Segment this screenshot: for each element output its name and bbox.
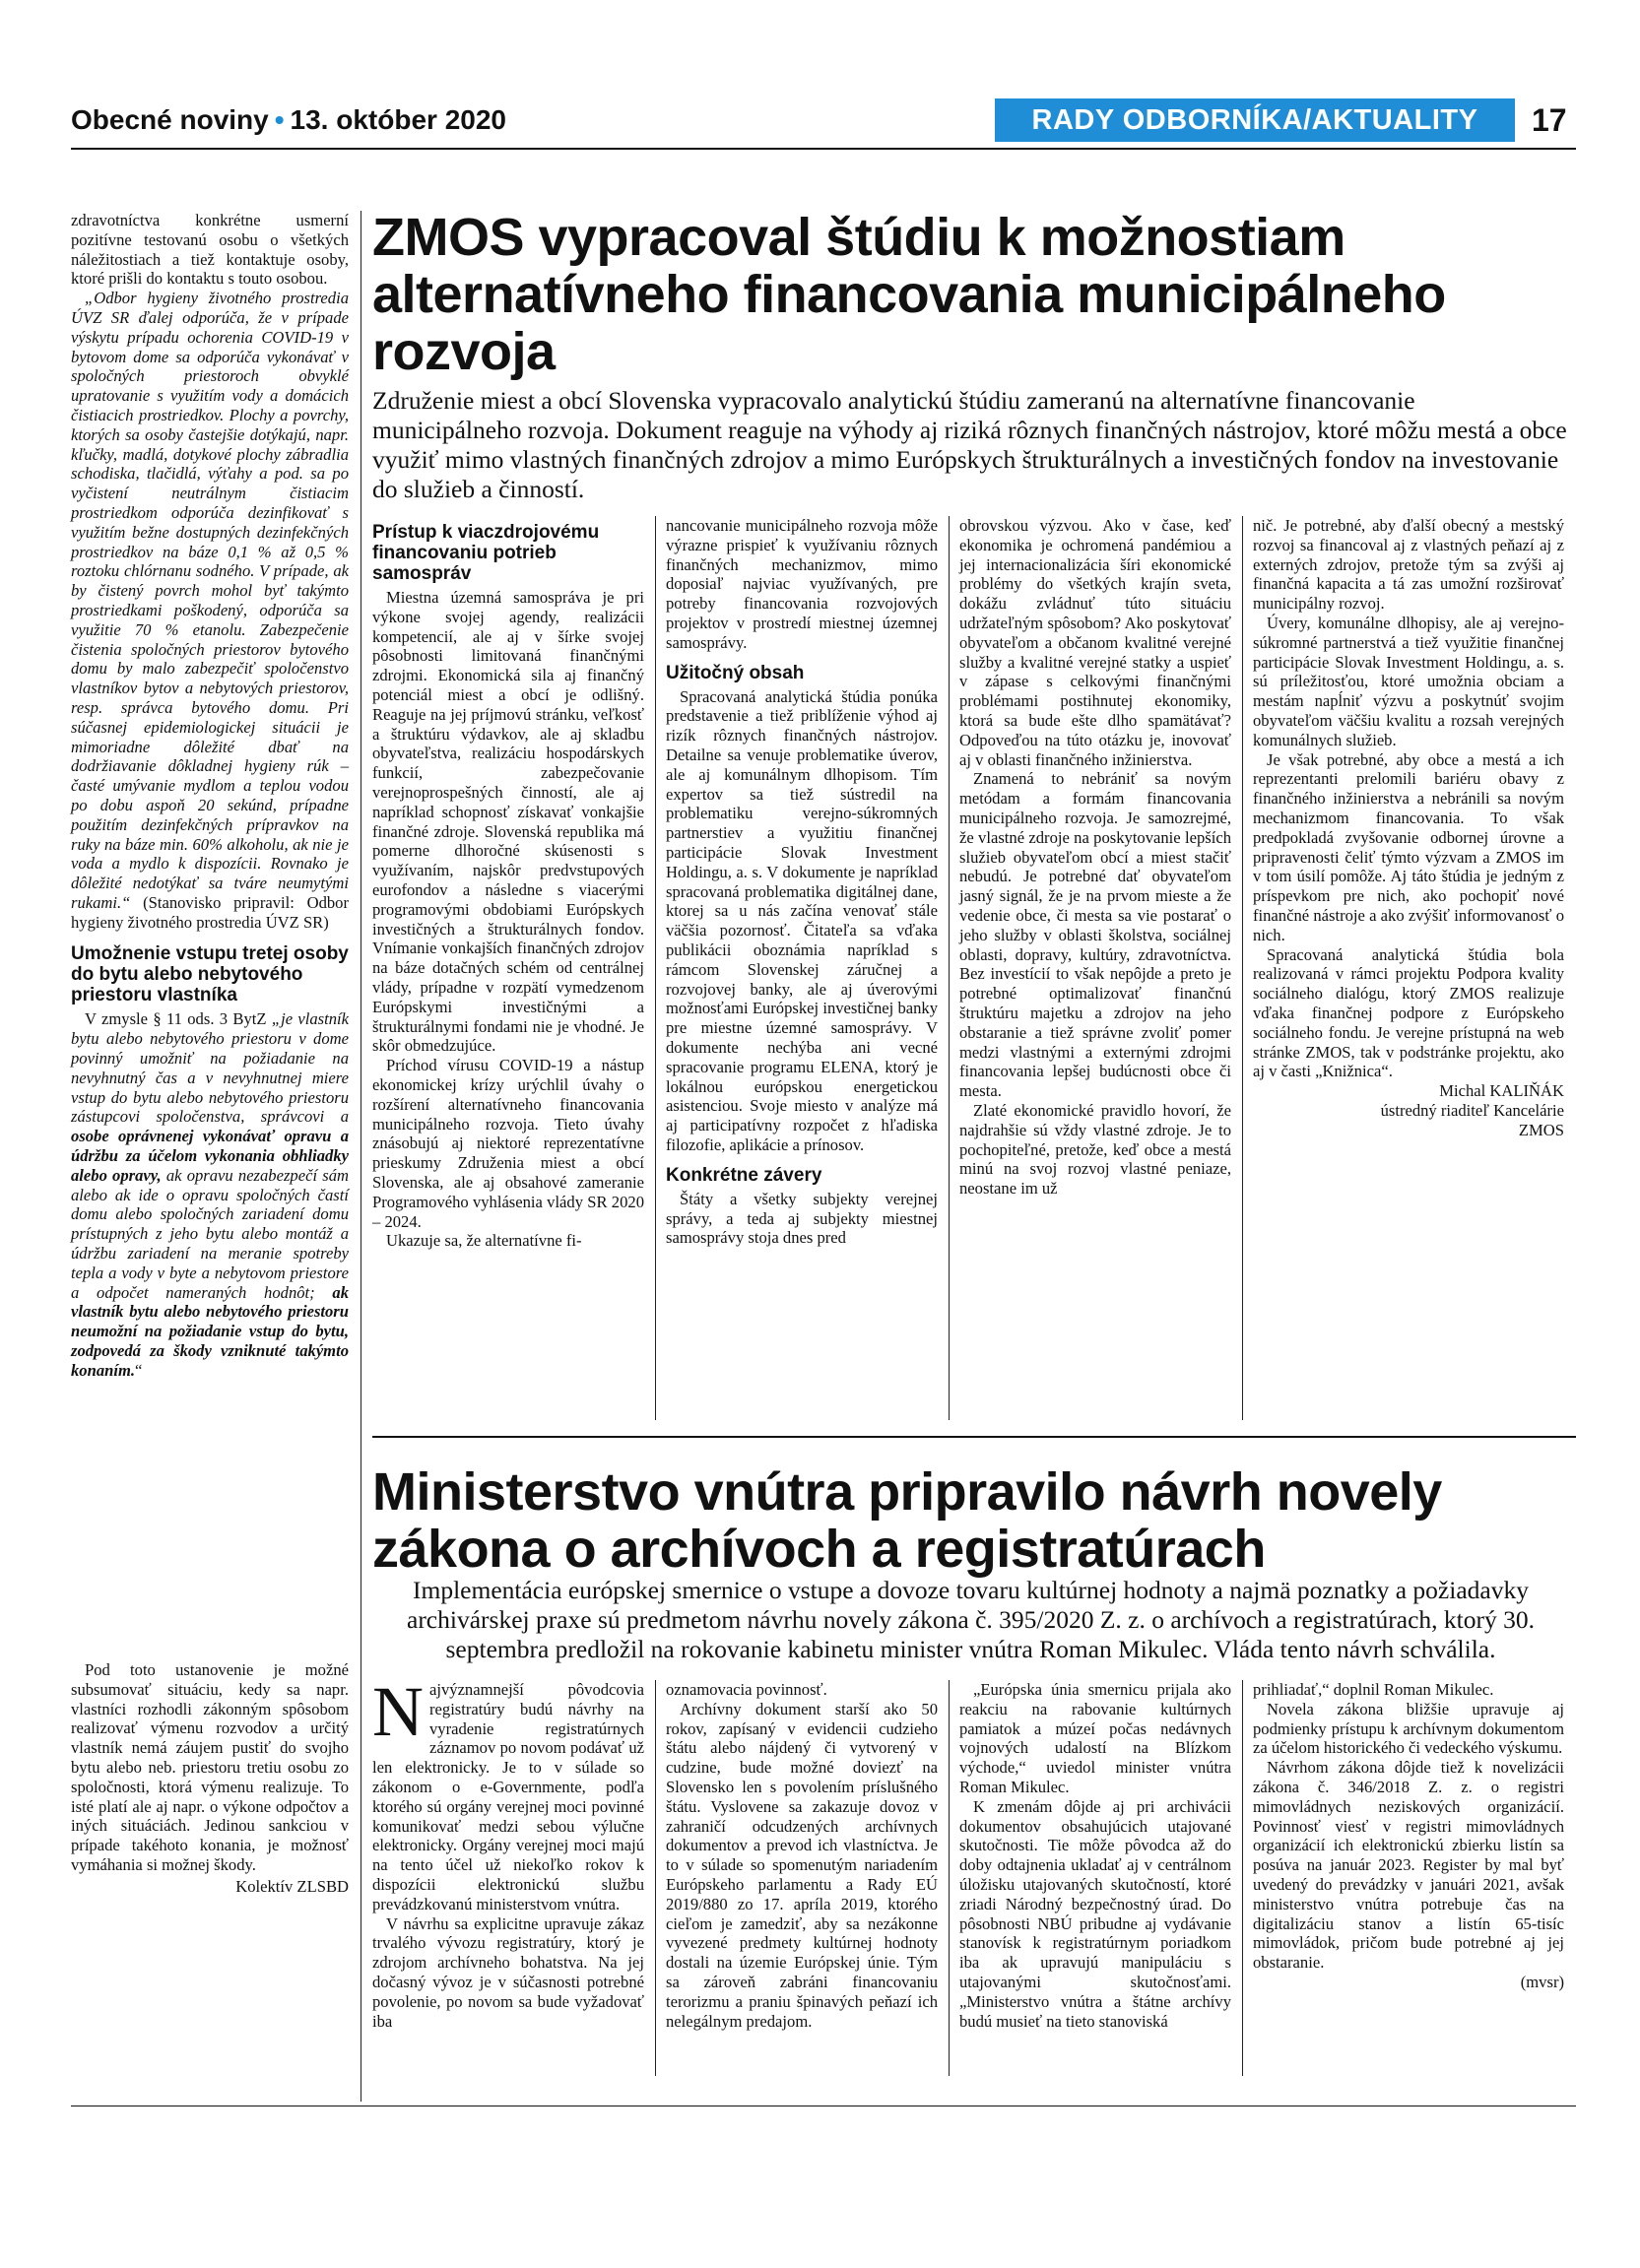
article2-lead: Implementácia európskej smernice o vstupe a dovoze tovaru kultúrnej hodnoty a najmä poznatky a požiadavky archivárskej praxe sú predmetom návrhu novely zákona č. 395/2020 Z. z. o archívoch a registratúrach, ktorý 30. septembra predložil na rokovanie kabinetu minister vnútra Roman Mikulec. Vláda tento návrh schválila.: [407, 1576, 1535, 1663]
article1-signature-role-2: ZMOS: [1518, 1120, 1564, 1139]
left-signature: Kolektív ZLSBD: [235, 1876, 349, 1896]
article2-c4-paragraph-2: Novela zákona bližšie upravuje aj podmienky prístupu k archívnym dokumentom za účelom historického či vedeckého výskumu.: [1253, 1699, 1564, 1758]
left-subheading: Umožnenie vstupu tretej osoby do bytu alebo nebytového priestoru vlastníka: [71, 943, 349, 1006]
left-p3-italic: „je vlastník bytu alebo nebytového priestoru v dome povinný umožniť na požiadanie na nevyhnutný čas a v nevyhnutnej miere vstup do bytu alebo nebytového priestoru zástupcovi spoločenstva, správcovi a: [71, 1009, 350, 1127]
article2-c4-paragraph-3: Návrhom zákona dôjde tiež k novelizácii zákona č. 346/2018 Z. z. o registri mimovládnych neziskových organizácií. Povinnosť viesť v registri mimovládnych organizácií ich elektronickú zbierku listín sa posúva na január 2023. Register by mal byť uvedený do prevádzky v januári 2021, avšak ministerstvo vnútra potrebuje čas na digitalizáciu stanov a listín 65-tisíc mimovládok, pričom bude potrebné aj jej obstaranie.: [1253, 1758, 1564, 1973]
left-paragraph-3: [71, 1009, 349, 1380]
article1-divider-3: [1242, 516, 1243, 1420]
article1-subheading-1: Prístup k viaczdrojovému financovaniu potrieb samospráv: [372, 522, 600, 584]
left-quote: „Odbor hygieny životného prostredia ÚVZ SR ďalej odporúča, že v prípade výskytu prípadu ochorenia COVID-19 v bytovom dome sa odporúča vykonávať v spoločných priestoroch obvyklé upratovanie s využitím vody a domácich čistiacich prostriedkov. Plochy a povrchy, ktorých sa osoby častejšie dotýkajú, napr. kľučky, madlá, dotykové plochy zábradlia schodiska, tlačidlá, výťahy a pod. sa po vyčistení neutrálnym čistiacim prostriedkom odporúča dezinfikovať s využitím bežne dostupných dezinfekčných prostriedkov na báze 0,1 % až 0,5 % roztoku chlórnanu sodného. V prípade, ak by čistený povrch mohol byť takýmto prostriedkami poškodený, odporúča sa využitie 70 % etanolu. Zabezpečenie čistenia spoločných priestorov bytového domu by malo zabezpečiť spoločenstvo vlastníkov bytov a nebytových priestorov, resp. správca bytového domu. Pri súčasnej epidemiologickej situácii je mimoriadne dôležité dbať na dodržiavanie dôkladnej hygieny rúk – časté umývanie mydlom a teplou vodou po dobu aspoň 20 sekúnd, prípadne použitím dezinfekčných prípravkov na ruky na báze min. 60% alkoholu, ak nie je voda a mydlo k dispozícii. Rovnako je dôležité nedotýkať sa tváre neumytými rukami.“: [71, 289, 349, 912]
article1-column-4: [1253, 516, 1564, 1140]
article1-c4-paragraph-1: nič. Je potrebné, aby ďalší obecný a mestský rozvoj sa financoval aj z vlastných peňazí aj z externých zdrojov, pretože tým sa zvýši aj finančná kapacita a tá zas umožní rozširovať municipálny rozvoj.: [1253, 516, 1564, 614]
article1-c3-paragraph-3: Zlaté ekonomické pravidlo hovorí, že najdrahšie sú vždy vlastné zdroje. Je to pochopiteľné, pretože, keď obce a mestá minú na svoj rozvoj vlastné peniaze, neostane im už: [959, 1100, 1231, 1199]
article1-c1-paragraph-1: Miestna územná samospráva je pri výkone svojej agendy, realizácii kompetencií, ale aj v šírke svojej pôsobnosti limitovaná finančnými zdrojmi. Ekonomická sila aj finančný potenciál miest a obcí je odlišný. Reaguje na jej príjmovú stránku, veľkosť a štruktúru výdavkov, ale aj skladbu obyvateľstva, realizáciu hospodárskych funkcií, zabezpečovanie verejnoprospešných činností, ale aj napríklad schopnosť získavať vonkajšie finančné zdroje. Slovenská republika má pomerne dlhoročné skúsenosti s využívaním, najskôr predvstupových eurofondov a následne s viacerými programovými obdobiami Európskych investičných a štrukturálnych fondov. Vnímanie vonkajších finančných zdrojov na báze dotačných schém od centrálnej vlády, prípadne v rozpätí vymedzenom Európskymi investičnými a štrukturálnymi fondami nie je vhodné. Je skôr obmedzujúce.: [372, 588, 644, 1056]
article2-column-1: [372, 1672, 644, 2031]
article1-signature-name: Michal KALIŇÁK: [1439, 1081, 1564, 1101]
article1-column-2: [666, 516, 938, 1248]
article1-c3-paragraph-2: Znamená to nebrániť sa novým metódam a formám financovania municipálneho rozvoja. Je samozrejmé, že vlastné zdroje na poskytovanie lepších služieb obyvateľom obcí a miest stačiť nebudú. Je potrebné dať obyvateľom jasný signál, že je na prvom mieste a že vedenie obce, či mesta sa vie postarať o jeho služby v oblasti školstva, sociálnej oblasti, dopravy, kultúry, zdravotníctva. Bez investícií to však nepôjde a preto je potrebné optimalizovať finančnú štruktúru majetku a zdrojov na jeho obstaranie a tiež správne zvoliť pomer medzi vlastnými a externými zdrojmi financovania lepšej budúcnosti obce či mesta.: [959, 769, 1231, 1101]
article1-c1-paragraph-3: Ukazuje sa, že alternatívne fi-: [386, 1231, 582, 1251]
left-p3-bold-1: osobe oprávnenej vykonávať opravu a údržbu za účelom vykonania obhliadky alebo opravy,: [71, 1127, 349, 1185]
article2-c1-text-1: ajvýznamnejší pôvodcovia registratúry budú návrhy na vyradenie registratúrnych záznamov po novom podávať už len elektronicky. Je to v súlade so zákonom o e-Governmente, podľa ktorého sú orgány verejnej moci povinné komunikovať medzi sebou výlučne elektronicky. Orgány verejnej moci majú na tento účel už niekoľko rokov k dispozícii elektronickú službu prevádzkovanú ministerstvom vnútra.: [372, 1680, 644, 1913]
publication-date: 13. október 2020: [290, 104, 506, 135]
article2-divider-1: [655, 1680, 656, 2076]
article1-c2-paragraph-1: nancovanie municipálneho rozvoja môže výrazne prispieť k využívaniu rôznych finančných mechanizmov, mimo doposiaľ najviac využívaných, pre potreby financovania rozvojových projektov v prostredí miestnej územnej samosprávy.: [666, 516, 938, 652]
left-p3-start: V zmysle § 11 ods. 3 BytZ: [85, 1009, 272, 1029]
article1-column-3: [959, 516, 1231, 1199]
bullet-dot-icon: •: [274, 104, 285, 135]
article1-c4-paragraph-3: Je však potrebné, aby obce a mestá a ich reprezentanti prelomili bariéru obavy z finančného inžinierstva a nebránili sa novým mechanizmom financovania. To však predpokladá zvyšovanie odbornej úrovne a pripravenosti čeliť týmto výzvam a ZMOS im v tom úsilí pomôže. Aj táto štúdia je jedným z príspevkom pre nich, ako pochopiť nové finančné nástroje a ako zvýšiť informovanosť o nich.: [1253, 749, 1564, 944]
article1-signature-role-1: ústredný riaditeľ Kancelárie: [1380, 1100, 1564, 1120]
article1-subheading-3: Konkrétne závery: [666, 1164, 822, 1186]
article1-c2-paragraph-3: Štáty a všetky subjekty verejnej správy, a teda aj subjekty miestnej samosprávy stoja dnes pred: [666, 1189, 938, 1248]
article2-c2-paragraph-1: oznamovacia povinnosť.: [666, 1680, 827, 1699]
left-p3-end: “: [135, 1360, 143, 1380]
left-paragraph-4: Pod toto ustanovenie je možné subsumovať situáciu, kedy sa napr. vlastníci rozhodli zákonným spôsobom realizovať výmenu rozvodov a určitý vlastník nemá záujem pustiť do svojho bytu alebo neb. priestoru tretiu osobu zo spoločnosti, ktorá výmenu realizuje. To isté platí ale aj napr. o výkone odpočtov a iných situáciách. Jedinou sankciou v prípade takéhoto konania, je možnosť vymáhania si možnej škody.: [71, 1660, 349, 1874]
article2-c1-paragraph-1: [372, 1672, 644, 1914]
article1-lead: Združenie miest a obcí Slovenska vypracovalo analytickú štúdiu zameranú na alternatívne financovanie municipálneho rozvoja. Dokument reaguje na výhody aj riziká rôznych finančných nástrojov, ktoré môžu mestá a obce využiť mimo vlastných finančných zdrojov a mimo Európskych štrukturálnych a investičných fondov na investovanie do služieb a činností.: [372, 386, 1567, 503]
article1-divider-1: [655, 516, 656, 1420]
article1-divider-2: [949, 516, 950, 1420]
article1-c2-paragraph-2: Spracovaná analytická štúdia ponúka predstavenie a tiež priblíženie výhod aj rizík rôznych finančných nástrojov. Detailne sa venuje problematike úverov, ale aj komunálnym dlhopisom. Tím expertov sa tiež sústredil na problematiku verejno-súkromných partnerstiev a využitiu finančnej participácie Slovak Investment Holdingu, a. s. V dokumente je napríklad spracovaná problematika digitálnej dane, ktorej sa u nás začína venovať stále väčšia pozornosť. Čitateľa sa vďaka publikácii oboznámia napríklad s rámcom Slovenskej záručnej a rozvojovej banky, ale aj úverovými možnosťami Európskej investičnej banky pre miestne územné samosprávy. V dokumente nechýba ani vecné spracovanie programu ELENA, ktorý je lokálnou európskou energetickou asistenciou. Svoje miesto v analýze má aj participatívny rozpočet z hľadiska filozofie, aplikácie a prínosov.: [666, 686, 938, 1154]
left-column-bottom: [71, 1660, 349, 1897]
article1-title: ZMOS vypracoval štúdiu k možnostiam alternatívneho financovania municipálneho rozvoja: [372, 208, 1446, 381]
left-p3-italic-2: ak opravu nezabezpečí sám alebo ak ide o opravu spoločných častí domu alebo spoločných zariadení domu prístupných z jeho bytu alebo montáž a údržbu zariadení na meranie spotreby tepla a vody v byte a nebytovom priestore a odpočet nameraných hodnôt;: [71, 1165, 349, 1302]
article2-c2-paragraph-2: Archívny dokument starší ako 50 rokov, zapísaný v evidencii cudzieho štátu alebo nájdený či vytvorený v cudzine, bude možné doviezť na Slovensko len s povolením príslušného štátu. Vyslovene sa zakazuje dovoz v zahraničí odcudzených archívnych dokumentov a prevod ich vlastníctva. Je to v súlade so spomenutým nariadením Európskeho parlamentu a Rady EÚ 2019/880 zo 17. apríla 2019, ktorého cieľom je zamedziť, aby sa nezákonne vyvezené predmety kultúrnej hodnoty dostali na územie Európskej únie. Tým sa zároveň zabráni financovaniu terorizmu a praniu špinavých peňazí ich nelegálnym predajom.: [666, 1699, 938, 2031]
article1-c3-paragraph-1: obrovskou výzvou. Ako v čase, keď ekonomika je ochromená pandémiou a jej internacionalizácia šíri ekonomické problémy do všetkých krajín sveta, dokážu zvládnuť túto situáciu udržateľným spôsobom? Ako poskytovať obyvateľom a občanom kvalitné verejné služby a kvalitné verejné statky a uspieť v zápase s celkovými finančnými problémami postihnutej ekonomiky, ktorá sa bude ešte dlho spamätávať? Odpoveďou na túto otázku je, inovovať aj v oblasti finančného inžinierstva.: [959, 516, 1231, 769]
article2-divider-2: [949, 1680, 950, 2076]
left-p3-bold-2: ak vlastník bytu alebo nebytového priestoru neumožní na požiadanie vstup do bytu, zodpovedá za škody vzniknuté takýmto konaním.: [71, 1282, 349, 1380]
article1-c1-paragraph-2: Príchod vírusu COVID-19 a nástup ekonomickej krízy urýchlil úvahy o rozšírení alternatívneho financovania municipálneho rozvoja. Tieto úvahy znásobujú aj niektoré reprezentatívne prieskumy Združenia miest a obcí Slovenska, ale aj obsahové zameranie Programového vyhlásenia vlády SR 2020 – 2024.: [372, 1056, 644, 1231]
page-number: 17: [1532, 102, 1567, 138]
article1-c4-paragraph-2: Úvery, komunálne dlhopisy, ale aj verejno-súkromné partnerstvá a tiež využitie finančnej participácie Slovak Investment Holdingu, a. s. sú príležitosťou, ktoré umožnia obciam a mestám napĺniť výzvu a poskytnúť svojim obyvateľom väčšiu kvalitu a rozsah verejných komunálnych služieb.: [1253, 613, 1564, 749]
section-label: RADY ODBORNÍKA/AKTUALITY: [995, 98, 1515, 142]
article2-column-4: [1253, 1680, 1564, 1992]
left-column: [71, 211, 349, 1381]
header-divider: [71, 148, 1576, 150]
article2-signature: (mvsr): [1520, 1972, 1564, 1991]
publication-name: Obecné noviny: [71, 104, 269, 135]
left-paragraph-1: zdravotníctva konkrétne usmerní pozitívne testovanú osobu o všetkých náležitostiach a tiež kontaktuje osoby, ktoré prišli do kontaktu s touto osobou.: [71, 211, 349, 289]
article2-c3-paragraph-2: K zmenám dôjde aj pri archivácii dokumentov obsahujúcich utajované skutočnosti. Tie môže pôvodca až do doby odtajnenia ukladať aj v centrálnom úložisku utajovaných skutočností, ktoré zriadi Národný bezpečnostný úrad. Do pôsobnosti NBÚ pribudne aj vydávanie stanovísk k registratúrnym poriadkom iba ak upravujú manipuláciu s utajovanými skutočnosťami. „Ministerstvo vnútra a štátne archívy budú musieť na tieto stanoviská: [959, 1796, 1231, 2031]
article2-column-2: [666, 1680, 938, 2031]
article1-column-1: [372, 516, 644, 1251]
article2-divider-3: [1242, 1680, 1243, 2076]
article2-c3-paragraph-1: „Európska únia smernicu prijala ako reakciu na rabovanie kultúrnych pamiatok a múzeí počas nedávnych vojnových udalostí na Blízkom východe,“ uviedol minister vnútra Roman Mikulec.: [959, 1680, 1231, 1796]
article-divider: [372, 1436, 1576, 1438]
left-quote-source: (Stanovisko pripravil: Odbor hygieny životného prostredia ÚVZ SR): [71, 892, 349, 932]
article2-column-3: [959, 1680, 1231, 2031]
article1-subheading-2: Užitočný obsah: [666, 662, 805, 683]
article2-title: Ministerstvo vnútra pripravilo návrh novely zákona o archívoch a registratúrach: [372, 1462, 1442, 1579]
article2-c1-paragraph-2: V návrhu sa explicitne upravuje zákaz trvalého vývozu registratúry, ktorý je zdrojom archívneho bohatstva. Na jej dočasný vývoz je v súčasnosti potrebné povolenie, po novom sa bude vyžadovať iba: [372, 1913, 644, 2031]
publication-header: [71, 104, 506, 136]
left-paragraph-2: [71, 289, 349, 932]
article1-c4-paragraph-4: Spracovaná analytická štúdia bola realizovaná v rámci projektu Podpora kvality sociálneho dialógu, ktorý ZMOS realizuje vďaka finančnej podpore z Európskeho sociálneho fondu. Je verejne prístupná na web stránke ZMOS, tak v podstránke projektu, ako aj v časti „Knižnica“.: [1253, 944, 1564, 1081]
article2-dropcap: N: [372, 1672, 424, 1751]
article2-c4-paragraph-1: prihliadať,“ doplnil Roman Mikulec.: [1253, 1680, 1494, 1699]
